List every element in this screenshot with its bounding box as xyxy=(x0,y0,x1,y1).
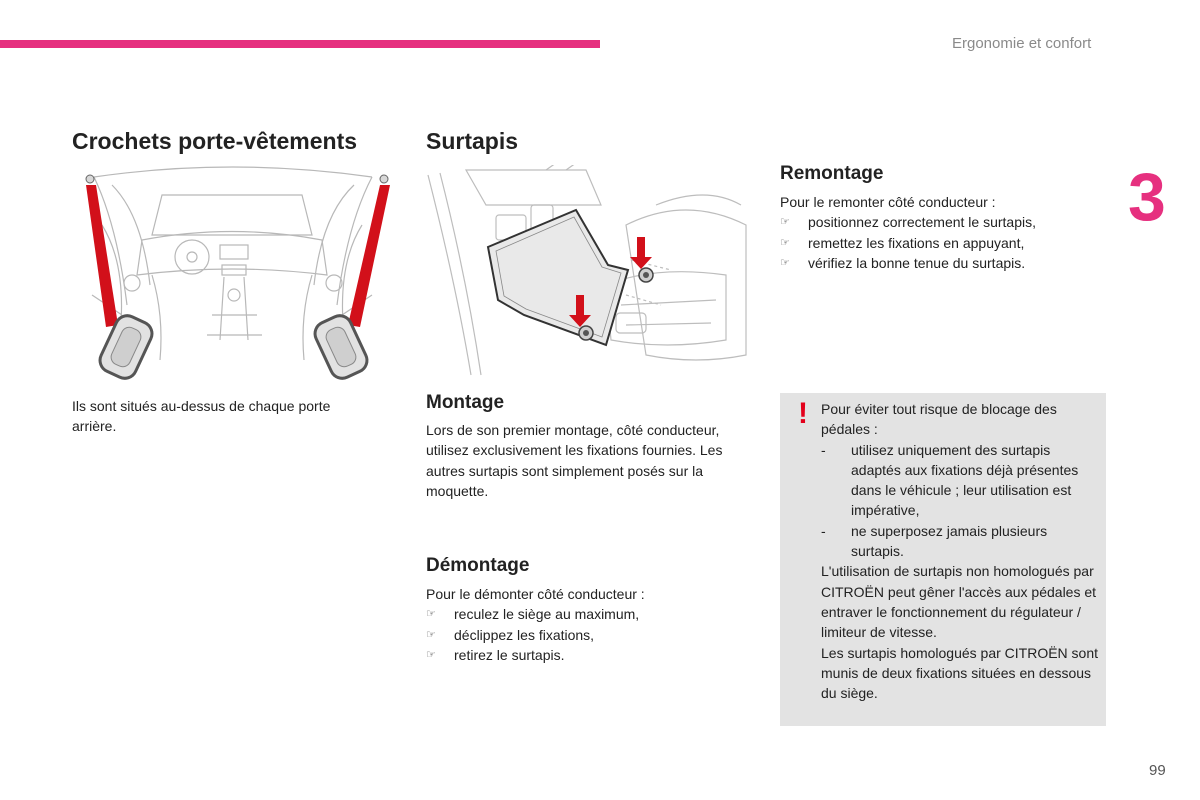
mounting-title: Montage xyxy=(426,392,505,413)
warning-intro: Pour éviter tout risque de blocage des pédales : xyxy=(821,401,1057,438)
removal-intro: Pour le démonter côté conducteur : xyxy=(426,586,645,602)
refitting-intro: Pour le remonter côté conducteur : xyxy=(780,194,996,210)
warning-text: Les surtapis homologués par CITROËN sont munis de deux fixations situées en dessous du siège. xyxy=(821,644,1099,702)
refitting-block xyxy=(780,192,1100,273)
finger-pointer-icon: ☞ xyxy=(426,648,436,661)
finger-pointer-icon: ☞ xyxy=(426,608,436,621)
removal-block xyxy=(426,584,756,665)
finger-pointer-icon: ☞ xyxy=(426,628,436,641)
hooks-description: Ils sont situés au-dessus de chaque porte arrière. xyxy=(72,398,331,435)
removal-title: Démontage xyxy=(426,555,530,576)
list-item: ☞ reculez le siège au maximum, xyxy=(426,604,756,624)
warning-item: - ne superposez jamais plusieurs surtapis. xyxy=(821,522,1048,560)
warning-item: - utilisez uniquement des surtapis adaptés aux fixations déjà présentes dans le véhicule ; leur utilisation est impérative, xyxy=(821,441,1079,519)
section-color-bar xyxy=(0,40,600,48)
list-item: ☞ positionnez correctement le surtapis, xyxy=(780,212,1100,232)
warning-icon: ! xyxy=(798,397,808,430)
list-item: ☞ vérifiez la bonne tenue du surtapis. xyxy=(780,253,1100,273)
chapter-number: 3 xyxy=(1128,159,1166,235)
warning-text: L'utilisation de surtapis non homologués par CITROËN peut gêner l'accès aux pédales et entraver le fonctionnement du régulateur / limiteur de vitesse. xyxy=(821,563,1097,641)
page-number: 99 xyxy=(1149,762,1166,779)
finger-pointer-icon: ☞ xyxy=(780,256,790,269)
finger-pointer-icon: ☞ xyxy=(780,216,790,229)
finger-pointer-icon: ☞ xyxy=(780,236,790,249)
list-item: ☞ retirez le surtapis. xyxy=(426,645,756,665)
list-item: ☞ déclippez les fixations, xyxy=(426,625,756,645)
warning-box xyxy=(780,393,1106,726)
coat-hooks-illustration xyxy=(72,165,392,385)
section-header: Ergonomie et confort xyxy=(952,35,1092,52)
warning-body xyxy=(821,399,1101,703)
mats-title: Surtapis xyxy=(426,128,519,154)
floor-mat-illustration xyxy=(426,165,752,385)
refitting-title: Remontage xyxy=(780,163,884,184)
hooks-title: Crochets porte-vêtements xyxy=(72,128,358,154)
list-item: ☞ remettez les fixations en appuyant, xyxy=(780,233,1100,253)
mounting-text: Lors de son premier montage, côté conducteur, utilisez exclusivement les fixations fournies. Les autres surtapis sont simplement posés sur la moquette. xyxy=(426,422,723,499)
